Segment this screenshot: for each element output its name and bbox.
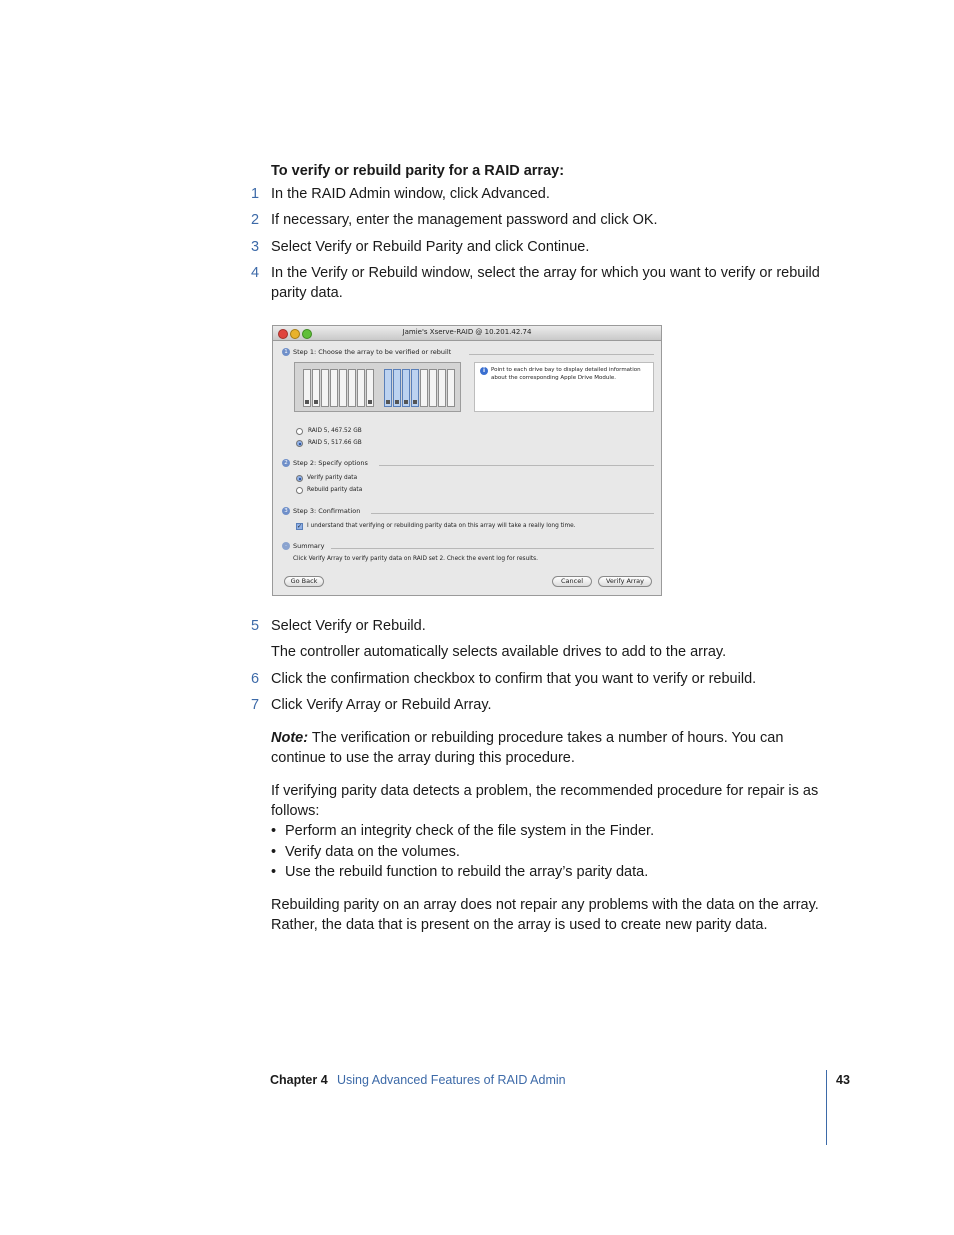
drive-bay[interactable] — [429, 369, 437, 407]
drive-bay[interactable] — [321, 369, 329, 407]
go-back-button[interactable]: Go Back — [284, 576, 324, 587]
note-text: The verification or rebuilding procedure takes a number of hours. You can continue to use the array during this procedure. — [271, 730, 784, 766]
array-option-label: RAID 5, 467.52 GB — [308, 428, 362, 434]
page-number: 43 — [836, 1073, 850, 1087]
step-number: 6 — [251, 671, 260, 687]
verify-parity-radio[interactable] — [296, 475, 303, 482]
divider — [379, 465, 654, 466]
list-item: • Verify data on the volumes. — [271, 844, 460, 860]
confirmation-checkbox[interactable]: ✓ — [297, 523, 303, 530]
drive-bay-selected[interactable] — [411, 369, 419, 407]
step3-label: Step 3: Confirmation — [293, 507, 361, 515]
step-text: Select Verify or Rebuild Parity and click Continue. — [271, 239, 590, 255]
list-item: • Use the rebuild function to rebuild the array’s parity data. — [271, 864, 649, 880]
note-label: Note: — [271, 730, 309, 746]
summary-icon: · — [282, 542, 290, 550]
window-titlebar — [273, 326, 661, 341]
step-text: In the RAID Admin window, click Advanced. — [271, 186, 550, 202]
drive-bay[interactable] — [357, 369, 365, 407]
summary-header — [282, 542, 324, 550]
drive-bay[interactable] — [438, 369, 446, 407]
drive-bay-selected[interactable] — [393, 369, 401, 407]
step-number: 4 — [251, 265, 260, 281]
step-number: 5 — [251, 618, 260, 634]
verify-array-button[interactable]: Verify Array — [598, 576, 652, 587]
drive-bay[interactable] — [420, 369, 428, 407]
step-number-icon: 1 — [282, 348, 290, 356]
info-text: Point to each drive bay to display detailed information about the corresponding Apple Drive Module. — [491, 367, 641, 381]
footer-divider — [826, 1070, 827, 1145]
step3-header — [282, 507, 360, 515]
footer-chapter: Chapter 4 — [270, 1073, 328, 1087]
step-number: 7 — [251, 697, 260, 713]
step-text: Select Verify or Rebuild. — [271, 618, 426, 634]
step1-header — [282, 348, 451, 356]
drive-bay[interactable] — [366, 369, 374, 407]
drive-bay[interactable] — [312, 369, 320, 407]
summary-label: Summary — [293, 542, 325, 550]
step-number-icon: 2 — [282, 459, 290, 467]
step-text: Click the confirmation checkbox to confirm that you want to verify or rebuild. — [271, 671, 757, 687]
cancel-button[interactable]: Cancel — [552, 576, 592, 587]
drive-bay[interactable] — [348, 369, 356, 407]
drive-bay-selected[interactable] — [384, 369, 392, 407]
divider — [371, 513, 654, 514]
step-number: 3 — [251, 239, 260, 255]
array-radio[interactable] — [296, 428, 303, 435]
step-text: If necessary, enter the management password and click OK. — [271, 212, 658, 228]
window-title: Jamie's Xserve-RAID @ 10.201.42.74 — [402, 328, 532, 336]
info-icon: i — [480, 367, 488, 375]
info-box — [474, 362, 654, 412]
summary-text: Click Verify Array to verify parity data on RAID set 2. Check the event log for results. — [293, 556, 538, 562]
drive-bay-selected[interactable] — [402, 369, 410, 407]
step-text: In the Verify or Rebuild window, select the array for which you want to verify or rebuild parity data. — [271, 265, 820, 301]
step5-note: The controller automatically selects available drives to add to the array. — [271, 644, 727, 660]
verify-rebuild-dialog — [272, 325, 662, 596]
confirmation-label: I understand that verifying or rebuilding parity data on this array will take a really long time. — [307, 523, 576, 529]
step2-label: Step 2: Specify options — [293, 459, 368, 467]
list-item: • Perform an integrity check of the file system in the Finder. — [271, 823, 655, 839]
step1-label: Step 1: Choose the array to be verified or rebuilt — [293, 348, 452, 356]
repair-intro: If verifying parity data detects a problem, the recommended procedure for repair is as follows: — [271, 783, 819, 819]
drive-bay[interactable] — [447, 369, 455, 407]
step-number: 2 — [251, 212, 260, 228]
step2-header — [282, 459, 368, 467]
divider — [469, 354, 654, 355]
step-number: 1 — [251, 186, 260, 202]
drive-bay[interactable] — [330, 369, 338, 407]
note-paragraph — [271, 728, 831, 768]
closing-paragraph: Rebuilding parity on an array does not repair any problems with the data on the array. Rather, the data that is present on the array is used to create new parity data. — [271, 897, 819, 933]
rebuild-parity-label: Rebuild parity data — [307, 487, 363, 493]
array-radio-selected[interactable] — [296, 440, 303, 447]
drive-bay[interactable] — [303, 369, 311, 407]
array-option-label: RAID 5, 517.66 GB — [308, 440, 362, 446]
procedure-heading: To verify or rebuild parity for a RAID array: — [271, 163, 565, 179]
step-number-icon: 3 — [282, 507, 290, 515]
raid-chassis-diagram — [294, 362, 461, 412]
footer-chapter-title: Using Advanced Features of RAID Admin — [337, 1073, 566, 1087]
rebuild-parity-radio[interactable] — [296, 487, 303, 494]
verify-parity-label: Verify parity data — [307, 475, 358, 481]
step-text: Click Verify Array or Rebuild Array. — [271, 697, 492, 713]
drive-bay[interactable] — [339, 369, 347, 407]
divider — [331, 548, 654, 549]
